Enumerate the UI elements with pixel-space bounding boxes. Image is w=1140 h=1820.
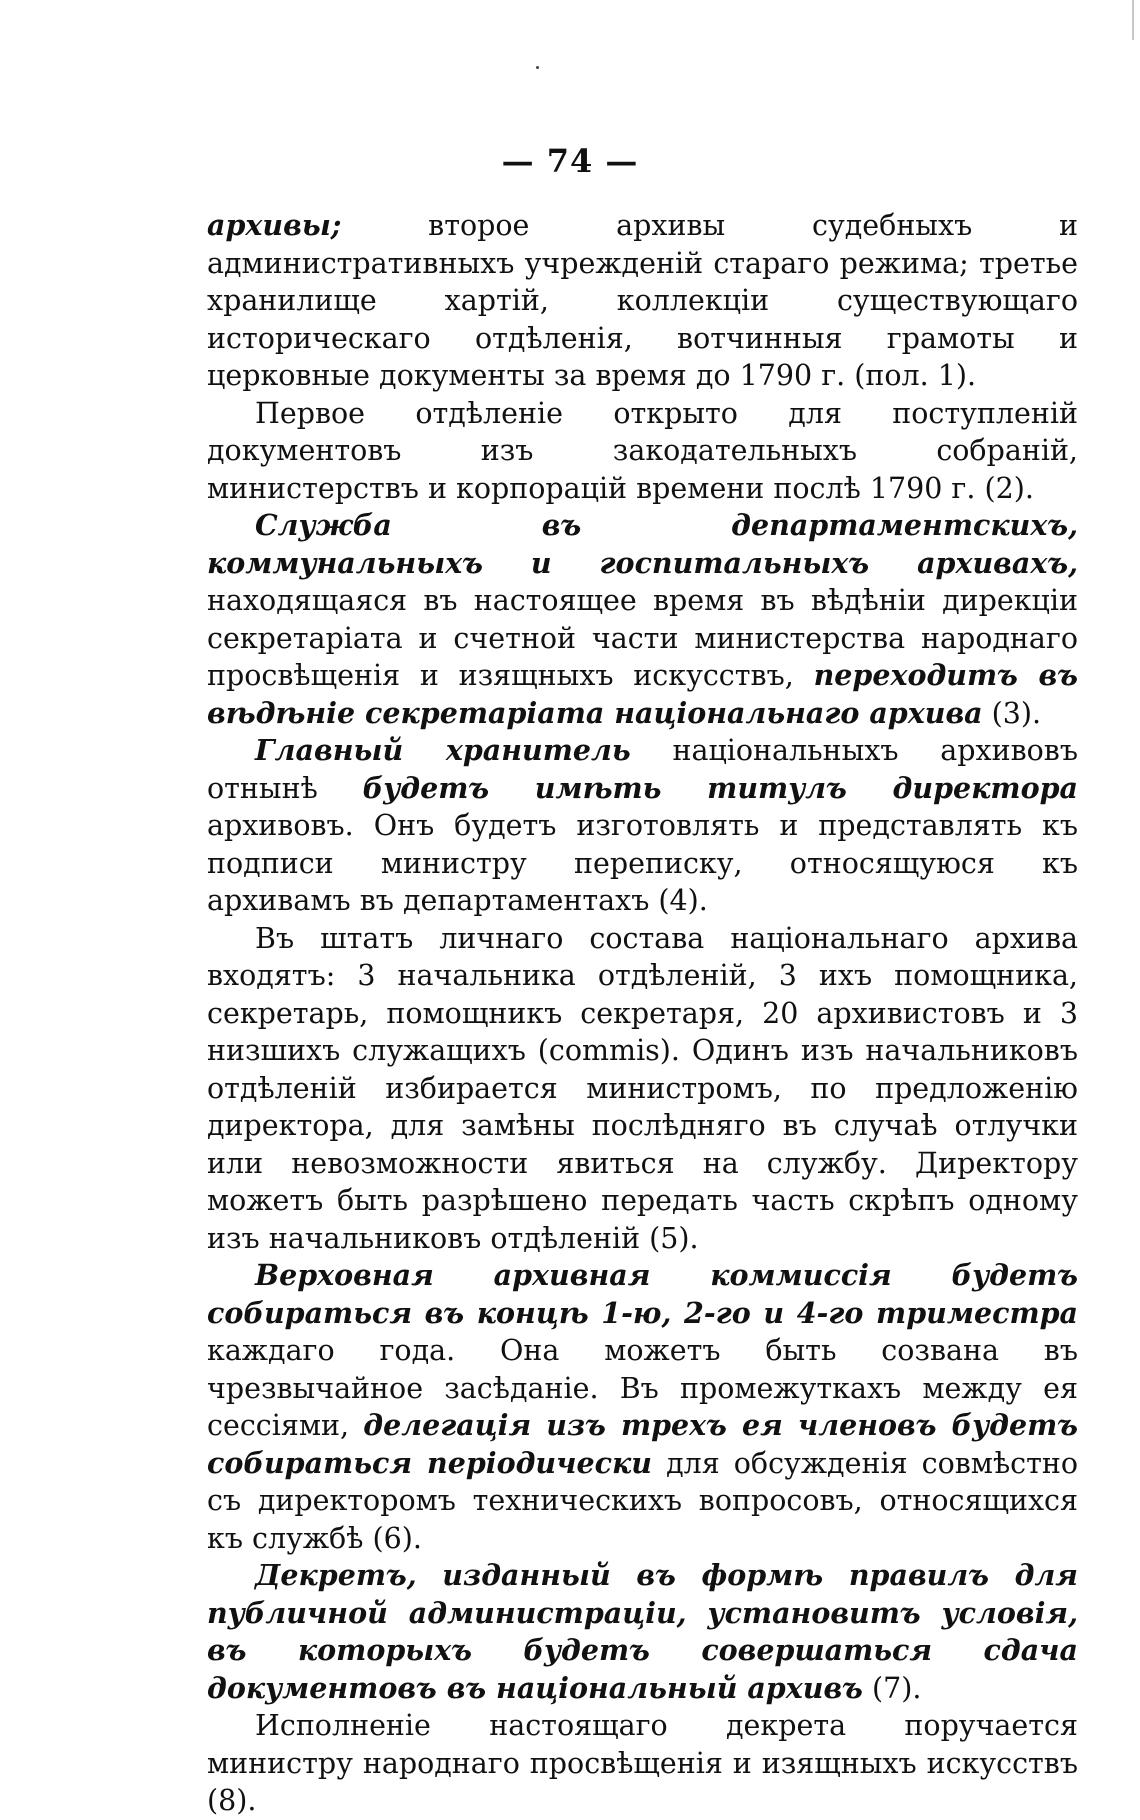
body-text-run: Въ штатъ личнаго состава національнаго архива входятъ: 3 начальника отдѣленій, 3 ихъ помощника, секретарь, помощникъ секретаря, 20 архивистовъ и 3 низшихъ служащихъ (commis). Одинъ изъ начальниковъ отдѣленій избирается министромъ, по предложенію директора, для замѣны послѣдняго въ случаѣ отлучки или невозможности явиться на службу. Директору можетъ быть разрѣшено передать часть скрѣпъ одному изъ начальниковъ отдѣленій (5). — [207, 921, 1078, 1255]
body-text-run: Первое отдѣленіе открыто для поступленій документовъ изъ закодательныхъ собраній, министерствъ и корпорацій времени послѣ 1790 г. (2). — [207, 396, 1078, 505]
page-number: — 74 — — [501, 142, 639, 180]
paragraph — [207, 1257, 1078, 1557]
italic-text: будетъ имѣть титулъ директора — [362, 770, 1078, 805]
paragraph — [207, 207, 1078, 395]
italic-text: архивы; — [207, 208, 342, 242]
paragraph — [207, 395, 1078, 508]
print-speck — [536, 66, 539, 69]
paragraph — [207, 732, 1078, 920]
italic-text: Главный хранитель — [255, 733, 631, 767]
italic-text: Верховная архивная коммиссія будетъ собираться въ концѣ 1-ю, 2-го и 4-го триместра — [207, 1258, 1078, 1330]
body-text-run: второе архивы судебныхъ и административныхъ учрежденій стараго режима; третье хранилище хартій, коллекціи существующаго историческаго отдѣленія, вотчинныя грамоты и церковные документы за время до 1790 г. (пол. 1). — [207, 209, 1078, 392]
italic-text: переходитъ въ вѣдѣніе секретаріата національнаго архива — [207, 658, 1078, 730]
body-text-run: національныхъ архивовъ отнынѣ — [207, 734, 1078, 805]
body-text-run: (3). — [982, 696, 1042, 730]
scan-edge-mark — [1132, 0, 1134, 40]
body-text-run: каждаго года. Она можетъ быть созвана въ чрезвычайное засѣданіе. Въ промежуткахъ между ея сессіями, — [207, 1334, 1078, 1442]
italic-text: Служба въ департаментскихъ, коммунальныхъ и госпитальныхъ архивахъ, — [207, 508, 1078, 580]
body-text-run: находящаяся въ настоящее время въ вѣдѣніи дирекціи секретаріата и счетной части министерства народнаго просвѣщенія и изящныхъ искусствъ, — [207, 584, 1078, 692]
paragraph — [207, 920, 1078, 1258]
paragraph — [207, 1557, 1078, 1707]
paragraph — [207, 507, 1078, 732]
body-text-run: Исполненіе настоящаго декрета поручается министру народнаго просвѣщенія и изящныхъ искусствъ (8). — [207, 1709, 1078, 1817]
body-text-run: (7). — [862, 1671, 922, 1705]
body-text-run: для обсужденія совмѣстно съ директоромъ техническихъ вопросовъ, относящихся къ службѣ (6). — [207, 1446, 1079, 1555]
italic-text: делегація изъ трехъ ея членовъ будетъ собираться періодически — [207, 1408, 1078, 1480]
paragraph — [207, 1707, 1078, 1820]
body-text — [207, 207, 1078, 1820]
italic-text: Декретъ, изданный въ формѣ правилъ для публичной администраціи, установитъ условія, въ которыхъ будетъ совершаться сдача документовъ въ національный архивъ — [207, 1558, 1078, 1705]
body-text-run: архивовъ. Онъ будетъ изготовлять и представлять къ подписи министру переписку, относящуюся къ архивамъ въ департаментахъ (4). — [207, 809, 1078, 917]
